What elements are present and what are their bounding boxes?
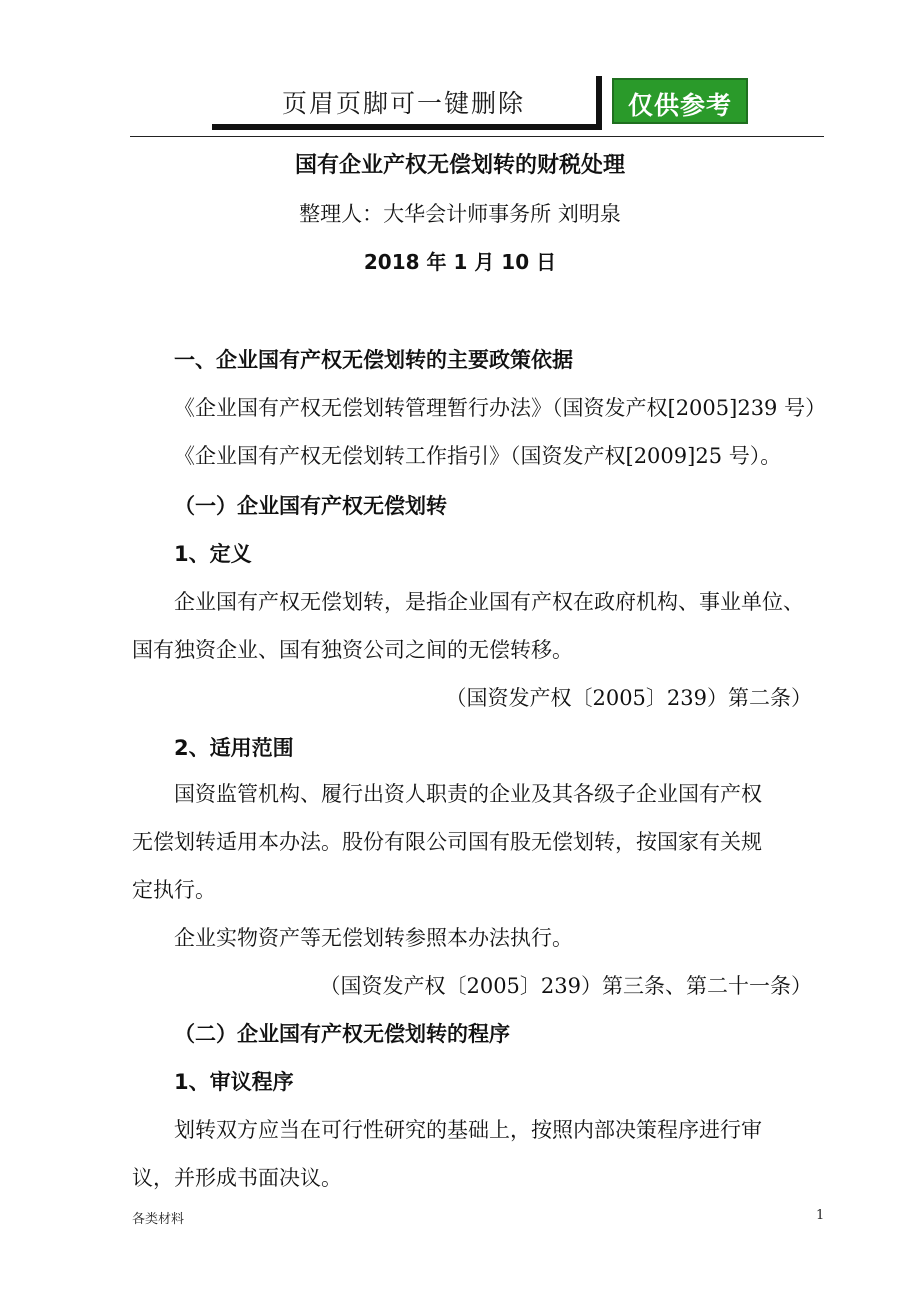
subsection2-heading: （二）企业国有产权无偿划转的程序	[174, 1022, 510, 1046]
item2-paragraph-line: 定执行。	[132, 878, 216, 902]
item3-paragraph-line: 划转双方应当在可行性研究的基础上，按照内部决策程序进行审	[174, 1118, 762, 1142]
item1-citation: （国资发产权〔2005〕239）第二条）	[445, 686, 812, 710]
reference-only-badge-text: 仅供参考	[627, 91, 732, 120]
header-banner	[212, 74, 748, 130]
document-date: 2018 年 1 月 10 日	[363, 250, 557, 274]
header-divider	[596, 76, 602, 130]
item1-paragraph-line: 企业国有产权无偿划转，是指企业国有产权在政府机构、事业单位、	[174, 590, 804, 614]
header-underline	[212, 124, 596, 130]
footer-label: 各类材料	[132, 1212, 185, 1227]
policy-ref-2: 《企业国有产权无偿划转工作指引》（国资发产权[2009]25 号）。	[174, 444, 782, 468]
item3-heading: 1、审议程序	[174, 1070, 294, 1094]
header-banner-left	[212, 74, 596, 130]
item2-paragraph-line: 企业实物资产等无偿划转参照本办法执行。	[174, 926, 573, 950]
item1-paragraph-line: 国有独资企业、国有独资公司之间的无偿转移。	[132, 638, 573, 662]
header-removable-note: 页眉页脚可一键删除	[282, 89, 526, 118]
section1-heading: 一、企业国有产权无偿划转的主要政策依据	[174, 348, 573, 372]
reference-only-badge	[612, 78, 748, 124]
document-title: 国有企业产权无偿划转的财税处理	[294, 153, 625, 178]
document-compiler: 整理人：大华会计师事务所 刘明泉	[299, 202, 621, 226]
item2-heading: 2、适用范围	[174, 736, 294, 760]
header-rule	[130, 136, 824, 137]
policy-ref-1: 《企业国有产权无偿划转管理暂行办法》（国资发产权[2005]239 号）	[174, 396, 827, 420]
item2-paragraph-line: 国资监管机构、履行出资人职责的企业及其各级子企业国有产权	[174, 782, 762, 806]
item1-heading: 1、定义	[174, 542, 252, 566]
item2-paragraph-line: 无偿划转适用本办法。股份有限公司国有股无偿划转，按国家有关规	[132, 830, 762, 854]
item3-paragraph-line: 议，并形成书面决议。	[132, 1166, 342, 1190]
item2-citation: （国资发产权〔2005〕239）第三条、第二十一条）	[319, 974, 812, 998]
page-number: 1	[816, 1208, 825, 1223]
subsection1-heading: （一）企业国有产权无偿划转	[174, 494, 447, 518]
